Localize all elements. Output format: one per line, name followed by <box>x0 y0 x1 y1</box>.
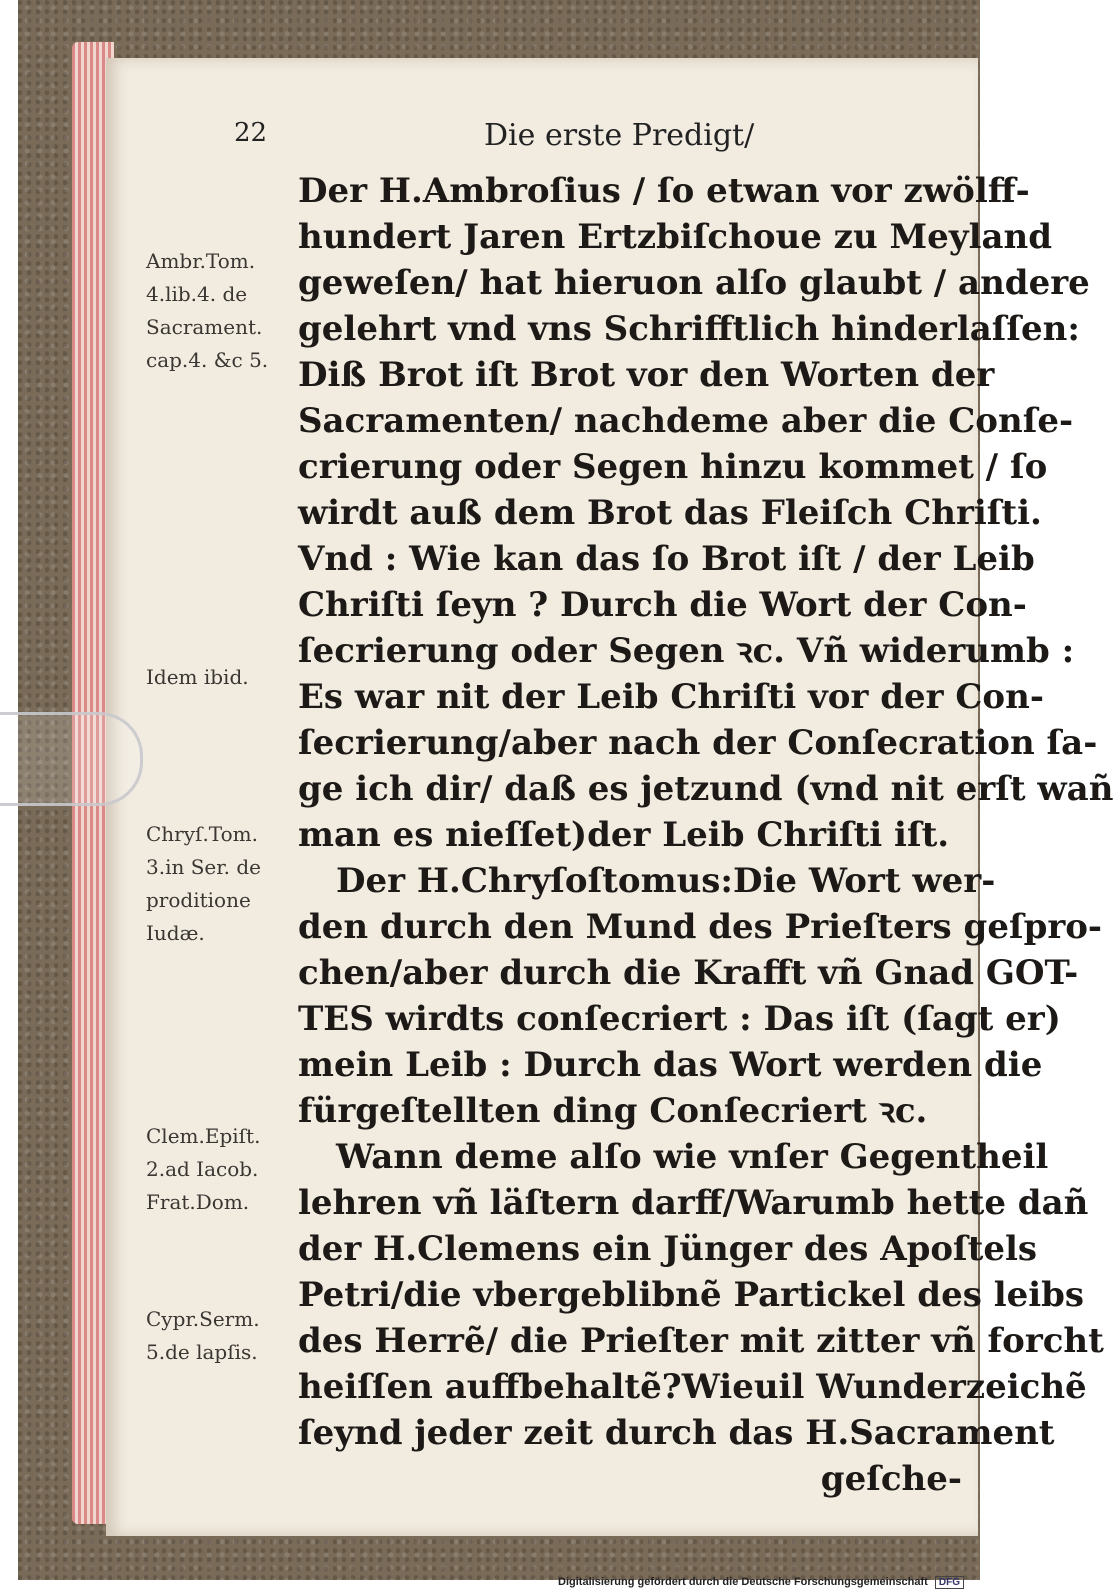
text-line: ſecrierung/aber nach der Conſecration ſa- <box>298 723 1098 763</box>
text-line: TES wirdts conſecriert : Das iſt (ſagt er) <box>298 999 1061 1039</box>
text-line: geweſen/ hat hieruon alſo glaubt / andere <box>298 263 1090 303</box>
text-line: ge ich dir/ daß es jetzund (vnd nit erſt wañ <box>298 769 1113 809</box>
text-line: der H.Clemens ein Jünger des Apoſtels <box>298 1229 1038 1269</box>
text-line: des Herrẽ/ die Prieſter mit zitter vñ forcht <box>298 1321 1104 1361</box>
credit-text: Digitalisierung gefördert durch die Deutsche Forschungsgemeinschaft <box>558 1576 928 1588</box>
marginal-note: Cypr.Serm. 5.de lapſis. <box>146 1307 260 1364</box>
text-line: Es war nit der Leib Chriſti vor der Con- <box>298 677 1044 717</box>
text-line: lehren vñ läſtern darff/Warumb hette dañ <box>298 1183 1089 1223</box>
text-line: mein Leib : Durch das Wort werden die <box>298 1045 1043 1085</box>
text-line: heiſſen auffbehaltẽ?Wieuil Wunderzeichẽ <box>298 1367 1087 1407</box>
running-head <box>0 118 1000 158</box>
dfg-logo: DFG <box>935 1576 964 1589</box>
text-line: wirdt auß dem Brot das Fleiſch Chriſti. <box>298 493 1042 533</box>
text-line: Wann deme alſo wie vnſer Gegentheil <box>336 1137 1049 1177</box>
marginal-note: Chryſ.Tom. 3.in Ser. de proditione Iudæ. <box>146 822 261 945</box>
body-text <box>298 168 1113 1502</box>
text-line: Vnd : Wie kan das ſo Brot iſt / der Leib <box>298 539 1035 579</box>
text-line: ſecrierung oder Segen ꝛc. Vñ widerumb : <box>298 631 1075 671</box>
marginal-note: Idem ibid. <box>146 665 249 689</box>
text-line: fürgeſtellten ding Conſecriert ꝛc. <box>298 1091 928 1131</box>
text-line: chen/aber durch die Krafft vñ Gnad GOT- <box>298 953 1079 993</box>
digitization-credit <box>558 1576 964 1589</box>
text-line: Petri/die vbergeblibnẽ Partickel des leibs <box>298 1275 1085 1315</box>
text-line: crierung oder Segen hinzu kommet / ſo <box>298 447 1048 487</box>
catchword: geſche- <box>820 1459 962 1499</box>
text-line: Sacramenten/ nachdeme aber die Conſe- <box>298 401 1074 441</box>
marginal-note: Ambr.Tom. 4.lib.4. de Sacrament. cap.4. &c 5. <box>146 249 269 372</box>
text-line: gelehrt vnd vns Schrifftlich hinderlaſſen: <box>298 309 1080 349</box>
text-line: Diß Brot iſt Brot vor den Worten der <box>298 355 995 395</box>
text-line: ſeynd jeder zeit durch das H.Sacrament <box>298 1413 1055 1453</box>
page-number: 22 <box>234 118 268 148</box>
bookmark-clip <box>0 712 143 806</box>
text-line: Chriſti ſeyn ? Durch die Wort der Con- <box>298 585 1027 625</box>
text-line: hundert Jaren Ertzbiſchoue zu Meyland <box>298 217 1053 257</box>
text-line: man es nieſſet)der Leib Chriſti iſt. <box>298 815 950 855</box>
text-line: Der H.Ambroſius / ſo etwan vor zwölff- <box>298 171 1030 211</box>
marginal-note: Clem.Epiſt. 2.ad Iacob. Frat.Dom. <box>146 1124 261 1214</box>
text-line: den durch den Mund des Prieſters geſpro- <box>298 907 1103 947</box>
text-line: Der H.Chryſoſtomus:Die Wort wer- <box>336 861 996 901</box>
running-title: Die erste Predigt/ <box>484 118 755 153</box>
